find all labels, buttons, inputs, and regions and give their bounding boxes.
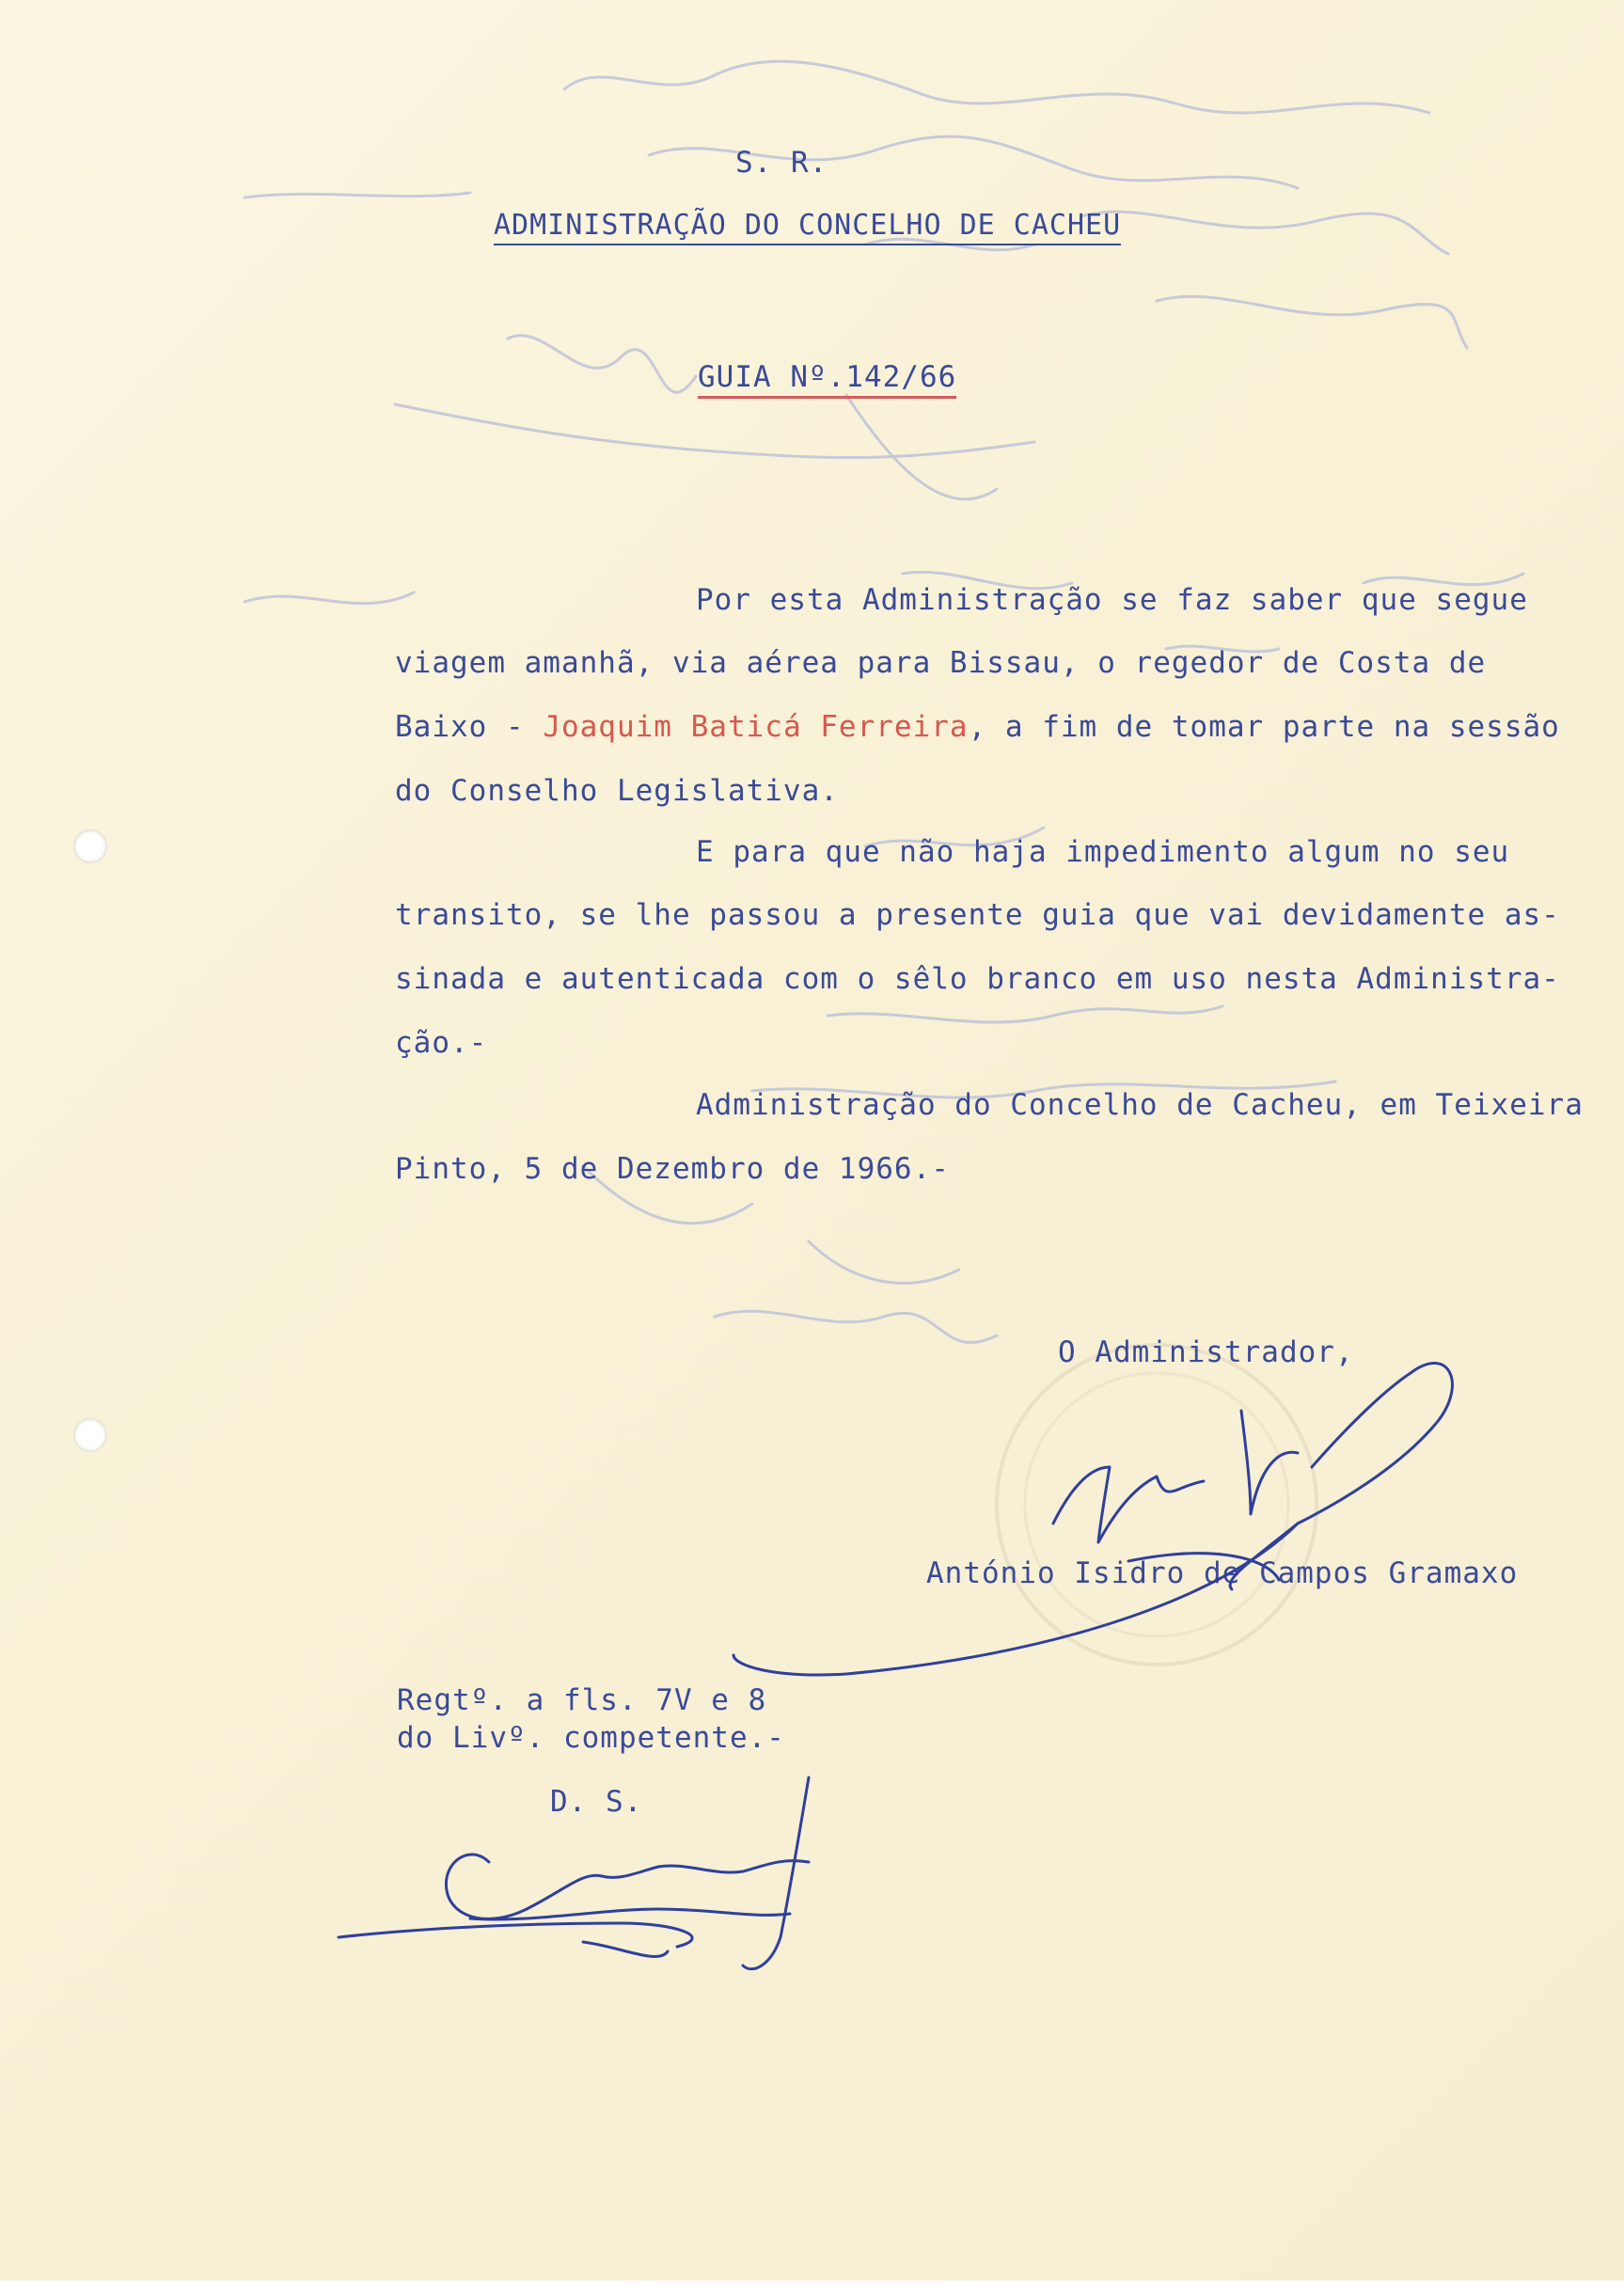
- registry-line: Regtº. a fls. 7V e 8: [397, 1683, 767, 1717]
- guide-number: GUIA Nº.142/66: [698, 360, 956, 399]
- body-line: transito, se lhe passou a presente guia que vai devidamente as-: [395, 898, 1560, 932]
- body-line: Por esta Administração se faz saber que segue: [696, 583, 1528, 617]
- body-line: ção.-: [395, 1026, 488, 1060]
- registry-ds: D. S.: [550, 1785, 643, 1819]
- body-text: , a fim de tomar parte na sessão: [968, 710, 1560, 744]
- date-line: Pinto, 5 de Dezembro de 1966.-: [395, 1152, 950, 1186]
- body-line: sinada e autenticada com o sêlo branco em uso nesta Administra-: [395, 962, 1560, 996]
- office-title: ADMINISTRAÇÃO DO CONCELHO DE CACHEU: [494, 209, 1121, 245]
- registry-signature: [339, 1777, 809, 1969]
- registry-line: do Livº. competente.-: [397, 1721, 785, 1755]
- header-sr: S. R.: [735, 146, 828, 180]
- signatory-title: O Administrador,: [1058, 1335, 1354, 1369]
- regedor-name: Joaquim Baticá Ferreira: [543, 710, 969, 744]
- administrator-signature: [733, 1364, 1452, 1675]
- body-line: viagem amanhã, via aérea para Bissau, o regedor de Costa de: [395, 646, 1487, 680]
- body-text: Baixo -: [395, 710, 544, 744]
- body-line: do Conselho Legislativa.: [395, 774, 839, 808]
- signatory-name: António Isidro de Campos Gramaxo: [926, 1556, 1519, 1590]
- body-line: Administração do Concelho de Cacheu, em Teixeira: [696, 1088, 1584, 1122]
- body-line: E para que não haja impedimento algum no seu: [696, 835, 1510, 869]
